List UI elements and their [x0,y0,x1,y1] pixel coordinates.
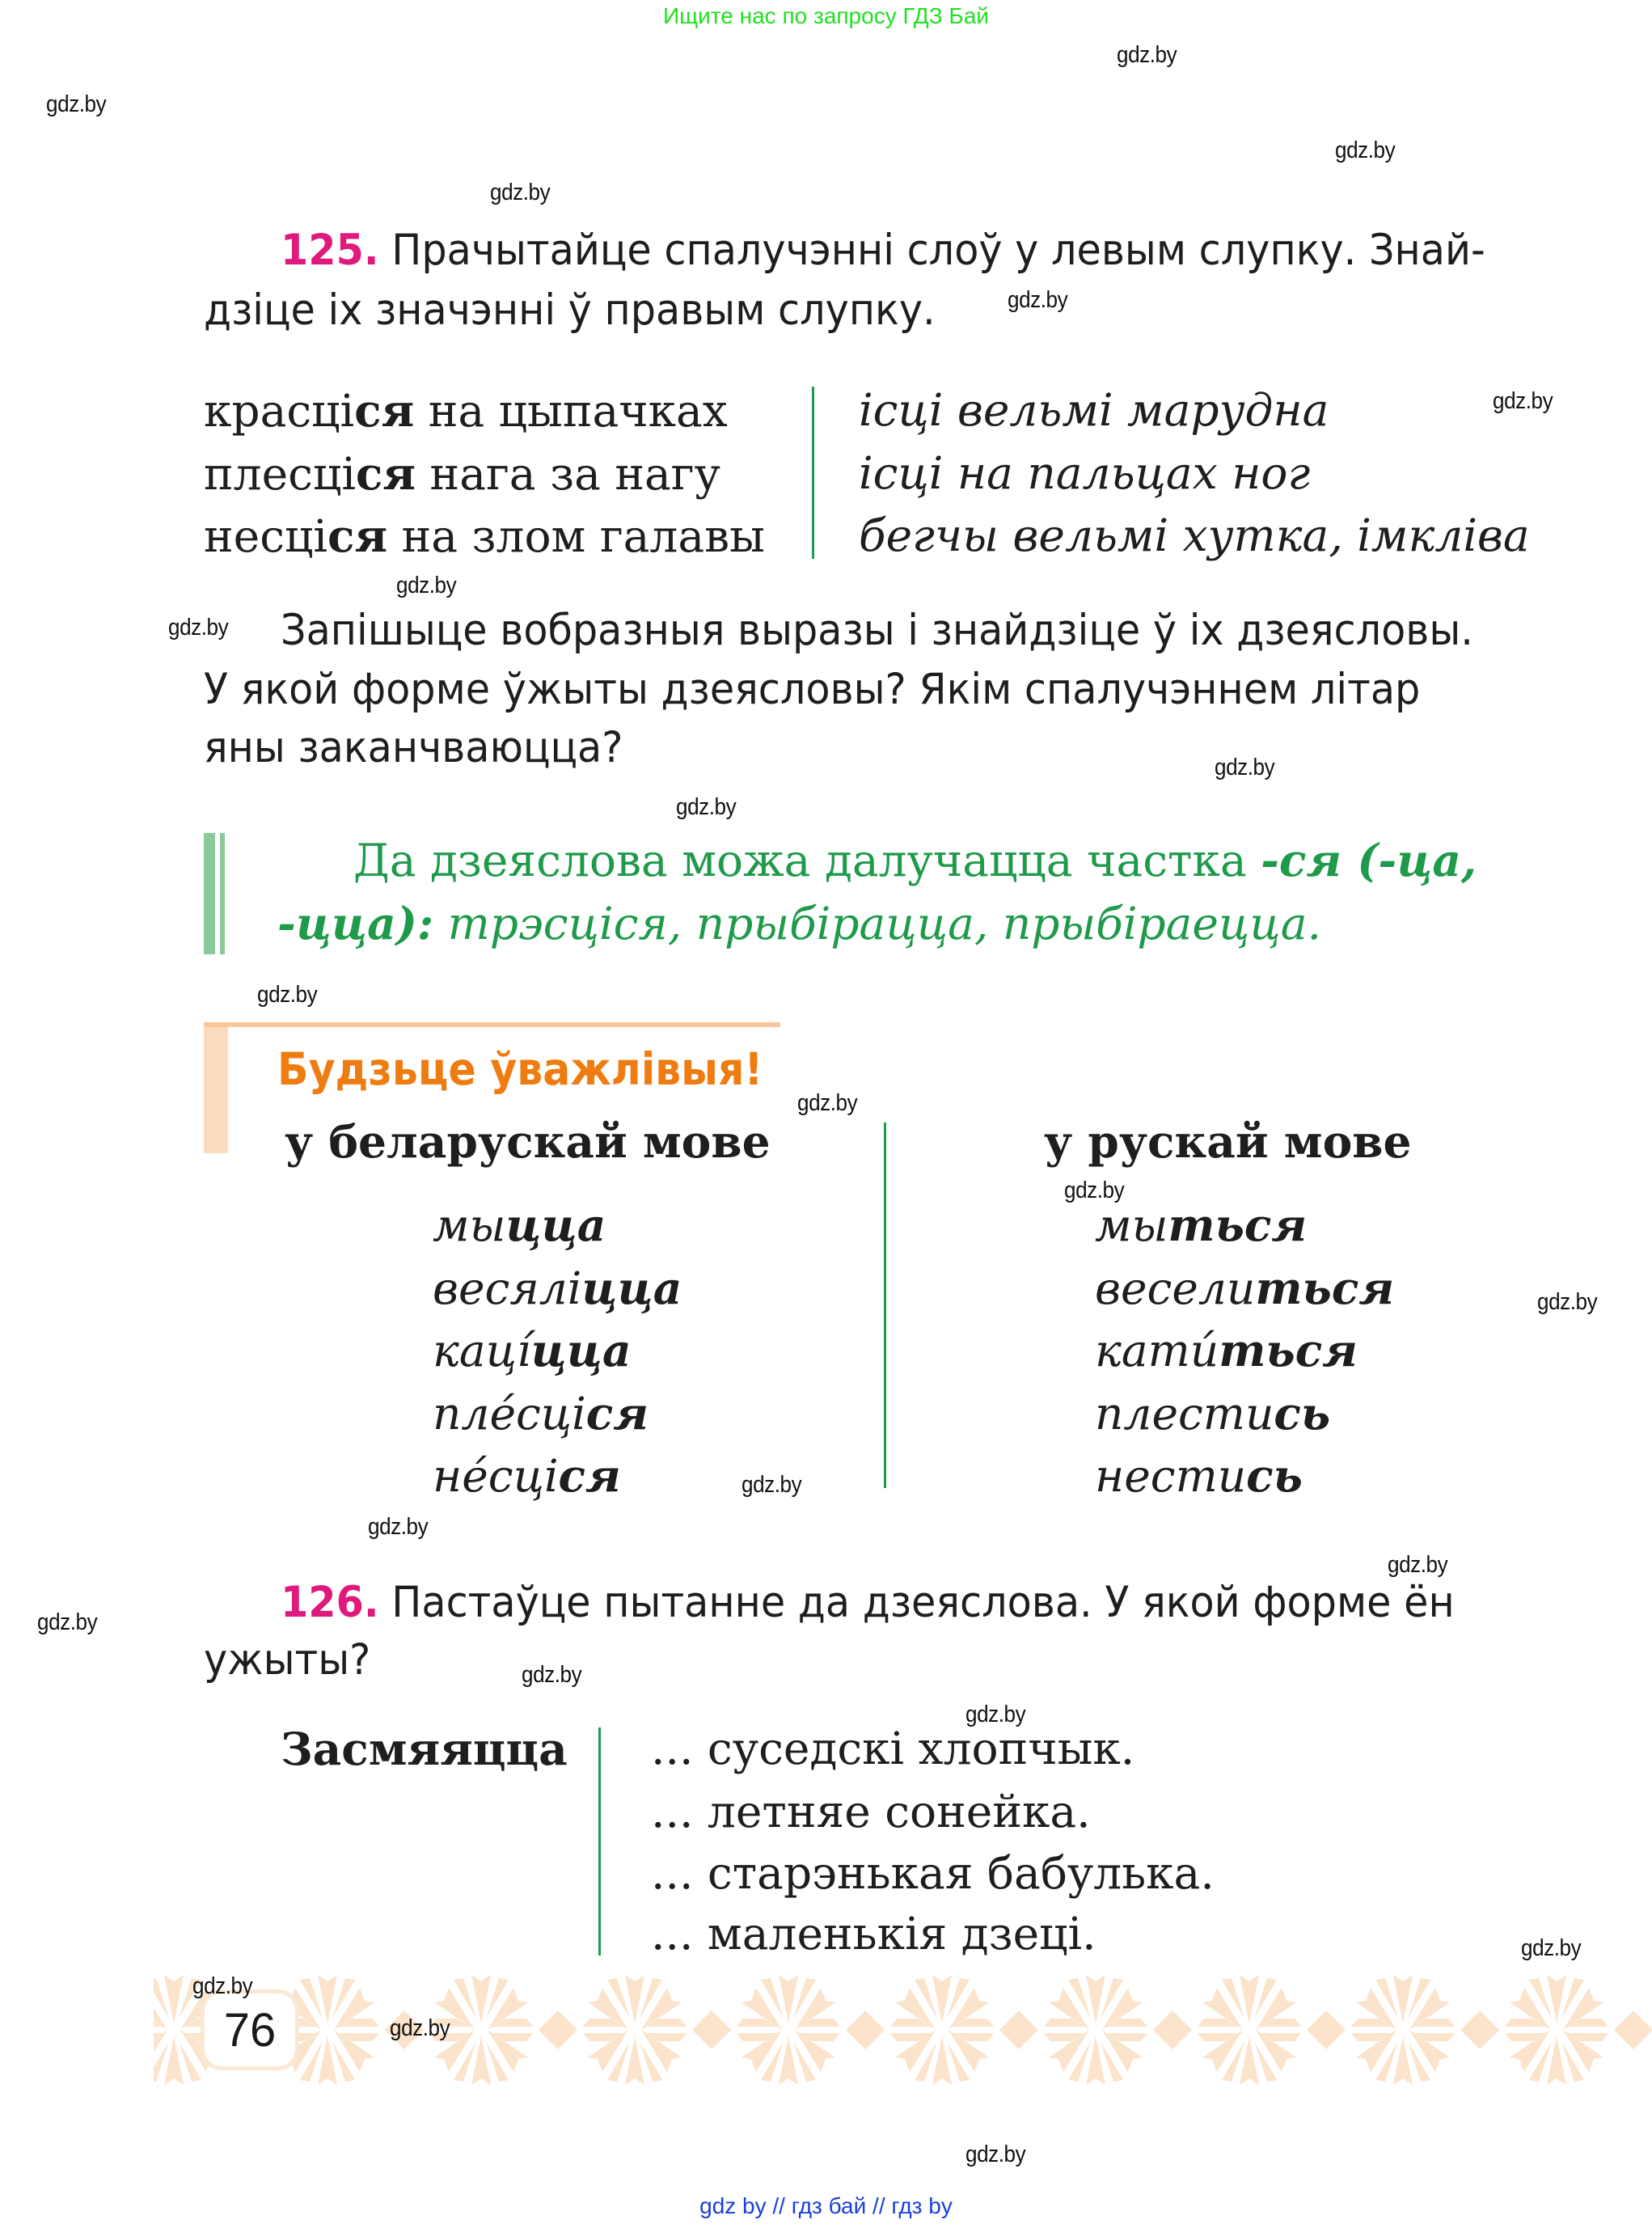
column-divider [884,1123,886,1488]
column-divider [598,1727,601,1956]
idiom-item: красціся на цыпачках [204,384,728,437]
column-header-russian: у рускай мове [1044,1115,1412,1168]
rule-bar-thin [220,833,225,954]
watermark: gdz.by [46,91,107,117]
word-item: мыцца [433,1199,606,1251]
watermark: gdz.by [390,2015,450,2041]
watermark: gdz.by [192,1973,253,1999]
rule-line1: Да дзеяслова можа далучацца часткa -ся (-ца, [353,834,1477,886]
task-line: Запішыце вобразныя выразы і знайдзіце ў іх дзеясловы. [281,606,1473,655]
subject-item: ... маленькія дзеці. [651,1908,1096,1960]
word-item: нестись [1095,1449,1303,1502]
idiom-item: несціся на злом галавы [204,509,765,562]
idiom-item: плесціся нага за нагу [204,447,720,500]
exercise-number: 125. [281,226,379,275]
watermark: gdz.by [1388,1552,1448,1578]
watermark: gdz.by [522,1662,582,1688]
page-number: 76 [201,1989,299,2070]
column-header-belarusian: у беларускай мове [285,1115,771,1168]
watermark: gdz.by [676,794,737,820]
task-line: У якой форме ўжыты дзеясловы? Якім спалучэннем літар [204,665,1421,714]
watermark: gdz.by [396,573,457,598]
word-item: весяліцца [433,1262,682,1314]
word-item: кати́ться [1095,1324,1358,1376]
verb-label: Засмяяцца [281,1723,568,1775]
word-item: мыться [1095,1199,1308,1251]
exercise-126-line2: ужыты? [204,1635,371,1685]
subject-item: ... летняе сонейка. [651,1786,1091,1837]
watermark: gdz.by [1537,1289,1598,1315]
watermark: gdz.by [490,180,551,205]
watermark: gdz.by [1493,388,1553,414]
search-banner[interactable]: Ищите нас по запросу ГДЗ Бай [662,3,990,28]
watermark: gdz.by [368,1514,429,1540]
watermark: gdz.by [1335,137,1396,163]
word-item: плестись [1095,1387,1331,1440]
exercise-126-line1: 126. Пастаўце пытанне да дзеяслова. У якой форме ён [281,1578,1455,1627]
footer-links[interactable]: gdz by // гдз бай // гдз by [699,2193,953,2218]
watermark: gdz.by [1215,755,1275,780]
attention-heading: Будзьце ўважлівыя! [277,1043,763,1095]
meaning-item: ісці вельмі марудна [859,384,1329,436]
watermark: gdz.by [797,1090,858,1116]
attention-top-line [204,1022,780,1027]
watermark: gdz.by [965,1702,1026,1727]
watermark: gdz.by [741,1472,802,1498]
watermark: gdz.by [168,615,229,641]
word-item: каці́цца [433,1324,632,1376]
meaning-item: ісці на пальцах ног [859,447,1311,499]
watermark: gdz.by [1064,1178,1125,1203]
rule-bar [204,833,215,954]
watermark: gdz.by [1117,42,1177,68]
watermark: gdz.by [37,1609,98,1635]
subject-item: ... суседскі хлопчык. [651,1723,1135,1774]
exercise-number: 126. [281,1578,379,1627]
rule-line2: -цца): трэсціся, прыбірацца, прыбіраецца. [277,897,1322,949]
watermark: gdz.by [257,982,318,1008]
word-item: пле́сціся [433,1387,649,1440]
watermark: gdz.by [1008,287,1068,313]
attention-side-bar [204,1027,228,1153]
ornament-band [154,1973,1652,2087]
exercise-125-line1: 125. Прачытайце спалучэнні слоў у левым слупку. Знай- [281,226,1485,275]
column-divider [812,387,814,559]
word-item: не́сціся [433,1449,621,1502]
meaning-item: бегчы вельмі хутка, імкліва [859,509,1530,561]
task-line: яны заканчваюцца? [204,723,623,772]
subject-item: ... старэнькая бабулька. [651,1847,1215,1899]
watermark: gdz.by [965,2142,1026,2167]
exercise-125-line2: дзіце іх значэнні ў правым слупку. [204,285,936,335]
word-item: веселиться [1095,1262,1395,1314]
watermark: gdz.by [1521,1935,1582,1961]
